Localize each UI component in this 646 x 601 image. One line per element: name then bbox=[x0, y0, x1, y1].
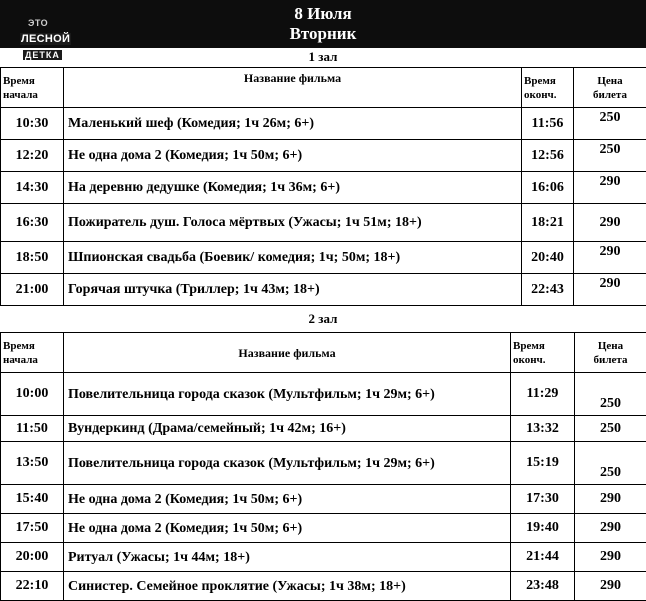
table-row bbox=[1, 204, 646, 242]
table-row bbox=[1, 485, 646, 514]
end-time: 15:19 bbox=[511, 442, 575, 485]
start-time: 20:00 bbox=[1, 543, 64, 572]
table-row bbox=[1, 172, 646, 204]
film-title: Не одна дома 2 (Комедия; 1ч 50м; 6+) bbox=[64, 485, 511, 514]
start-time: 13:50 bbox=[1, 442, 64, 485]
ticket-price: 250 bbox=[574, 108, 646, 140]
film-title: Повелительница города сказок (Мультфильм; 1ч 29м; 6+) bbox=[64, 373, 511, 416]
table-row bbox=[1, 442, 646, 485]
weekday-label: Вторник bbox=[0, 24, 646, 44]
end-time: 18:21 bbox=[522, 204, 574, 242]
table-row bbox=[1, 543, 646, 572]
end-time: 11:29 bbox=[511, 373, 575, 416]
end-time: 21:44 bbox=[511, 543, 575, 572]
hall-1-table bbox=[0, 67, 646, 306]
start-time: 10:00 bbox=[1, 373, 64, 416]
film-title: Шпионская свадьба (Боевик/ комедия; 1ч; 50м; 18+) bbox=[64, 242, 522, 274]
table-row bbox=[1, 572, 646, 601]
ticket-price: 250 bbox=[575, 373, 646, 416]
date-label: 8 Июля bbox=[0, 4, 646, 24]
film-title: Маленький шеф (Комедия; 1ч 26м; 6+) bbox=[64, 108, 522, 140]
table-header-row bbox=[1, 68, 646, 108]
hall-1-title: 1 зал bbox=[0, 48, 646, 66]
end-time: 17:30 bbox=[511, 485, 575, 514]
col-title-header: Название фильма bbox=[64, 333, 511, 373]
start-time: 18:50 bbox=[1, 242, 64, 274]
film-title: Пожиратель душ. Голоса мёртвых (Ужасы; 1ч 51м; 18+) bbox=[64, 204, 522, 242]
table-row bbox=[1, 242, 646, 274]
ticket-price: 290 bbox=[574, 242, 646, 274]
ticket-price: 290 bbox=[575, 514, 646, 543]
table-row bbox=[1, 514, 646, 543]
start-time: 10:30 bbox=[1, 108, 64, 140]
film-title: Горячая штучка (Триллер; 1ч 43м; 18+) bbox=[64, 274, 522, 306]
start-time: 17:50 bbox=[1, 514, 64, 543]
col-price-header: Цена билета bbox=[574, 68, 646, 108]
table-header-row bbox=[1, 333, 646, 373]
table-row bbox=[1, 416, 646, 442]
ticket-price: 290 bbox=[575, 572, 646, 601]
end-time: 19:40 bbox=[511, 514, 575, 543]
col-title-header: Название фильма bbox=[64, 68, 522, 108]
end-time: 20:40 bbox=[522, 242, 574, 274]
ticket-price: 290 bbox=[575, 485, 646, 514]
end-time: 13:32 bbox=[511, 416, 575, 442]
ticket-price: 250 bbox=[575, 416, 646, 442]
film-title: Не одна дома 2 (Комедия; 1ч 50м; 6+) bbox=[64, 514, 511, 543]
logo-word-2: ЛЕСНОЙ bbox=[20, 33, 71, 45]
start-time: 11:50 bbox=[1, 416, 64, 442]
col-price-header: Цена билета bbox=[575, 333, 646, 373]
date-header bbox=[0, 0, 646, 48]
table-row bbox=[1, 108, 646, 140]
logo-word-3: ДЕТКА bbox=[23, 50, 62, 60]
table-row bbox=[1, 373, 646, 416]
ticket-price: 290 bbox=[575, 543, 646, 572]
col-start-header: Время начала bbox=[1, 333, 64, 373]
col-end-header: Время оконч. bbox=[522, 68, 574, 108]
end-time: 12:56 bbox=[522, 140, 574, 172]
start-time: 14:30 bbox=[1, 172, 64, 204]
hall-2-title: 2 зал bbox=[0, 310, 646, 328]
film-title: Повелительница города сказок (Мультфильм; 1ч 29м; 6+) bbox=[64, 442, 511, 485]
table-row bbox=[1, 140, 646, 172]
start-time: 12:20 bbox=[1, 140, 64, 172]
end-time: 22:43 bbox=[522, 274, 574, 306]
ticket-price: 250 bbox=[575, 442, 646, 485]
col-end-header: Время оконч. bbox=[511, 333, 575, 373]
film-title: Синистер. Семейное проклятие (Ужасы; 1ч 38м; 18+) bbox=[64, 572, 511, 601]
start-time: 16:30 bbox=[1, 204, 64, 242]
ticket-price: 290 bbox=[574, 274, 646, 306]
start-time: 21:00 bbox=[1, 274, 64, 306]
end-time: 23:48 bbox=[511, 572, 575, 601]
film-title: Ритуал (Ужасы; 1ч 44м; 18+) bbox=[64, 543, 511, 572]
start-time: 15:40 bbox=[1, 485, 64, 514]
ticket-price: 250 bbox=[574, 140, 646, 172]
start-time: 22:10 bbox=[1, 572, 64, 601]
col-start-header: Время начала bbox=[1, 68, 64, 108]
hall-2-table bbox=[0, 332, 646, 601]
end-time: 16:06 bbox=[522, 172, 574, 204]
film-title: Вундеркинд (Драма/семейный; 1ч 42м; 16+) bbox=[64, 416, 511, 442]
ticket-price: 290 bbox=[574, 172, 646, 204]
film-title: На деревню дедушке (Комедия; 1ч 36м; 6+) bbox=[64, 172, 522, 204]
watermark-logo bbox=[10, 14, 72, 66]
film-title: Не одна дома 2 (Комедия; 1ч 50м; 6+) bbox=[64, 140, 522, 172]
table-row bbox=[1, 274, 646, 306]
ticket-price: 290 bbox=[574, 204, 646, 242]
end-time: 11:56 bbox=[522, 108, 574, 140]
logo-word-1: ЭТО bbox=[28, 18, 48, 28]
